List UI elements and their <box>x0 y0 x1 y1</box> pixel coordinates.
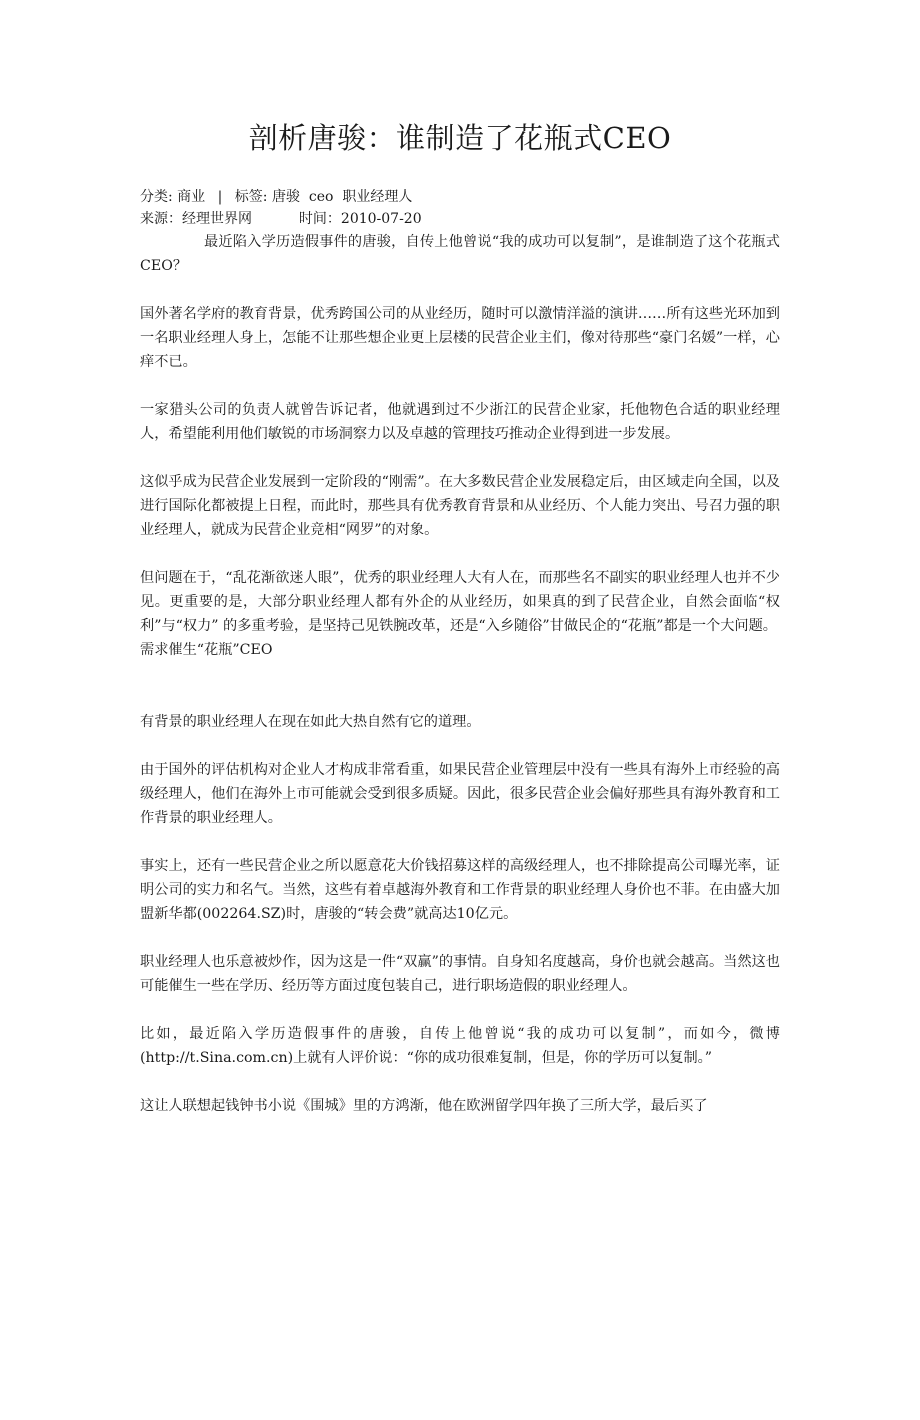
category-tags-line <box>140 186 780 208</box>
body-paragraph: 这似乎成为民营企业发展到一定阶段的“刚需”。在大多数民营企业发展稳定后，由区域走向全国，以及进行国际化都被提上日程，而此时，那些具有优秀教育背景和从业经历、个人能力突出、号召力强的职业经理人，就成为民营企业竞相“网罗”的对象。 <box>140 474 780 538</box>
time-value: 2010-07-20 <box>340 211 422 227</box>
tag: 职业经理人 <box>342 189 413 205</box>
meta-separator: | <box>217 189 223 205</box>
body-paragraph: 一家猎头公司的负责人就曾告诉记者，他就遇到过不少浙江的民营企业家，托他物色合适的职业经理人，希望能利用他们敏锐的市场洞察力以及卓越的管理技巧推动企业得到进一步发展。 <box>140 402 780 442</box>
source-value: 经理世界网 <box>182 211 252 227</box>
body-paragraph: 比如，最近陷入学历造假事件的唐骏，自传上他曾说“我的成功可以复制”，而如今，微博(http://t.Sina.com.cn)上就有人评价说：“你的成功很难复制，但是，你的学历可以复制。” <box>140 1026 780 1066</box>
tag: 唐骏 <box>271 189 300 205</box>
body-paragraph: 职业经理人也乐意被炒作，因为这是一件“双赢”的事情。自身知名度越高，身价也就会越高。当然这也可能催生一些在学历、经历等方面过度包装自己，进行职场造假的职业经理人。 <box>140 954 780 994</box>
category-label: 分类: <box>140 189 173 205</box>
document-page <box>0 118 920 1420</box>
body-paragraph: 有背景的职业经理人在现在如此大热自然有它的道理。 <box>140 714 481 730</box>
body-paragraph: 国外著名学府的教育背景，优秀跨国公司的从业经历，随时可以激情洋溢的演讲……所有这些光环加到一名职业经理人身上，怎能不让那些想企业更上层楼的民营企业主们，像对待那些“豪门名媛”一样，心痒不已。 <box>140 306 780 370</box>
article-title: 剖析唐骏：谁制造了花瓶式CEO <box>248 121 672 155</box>
source-time-line <box>140 208 780 230</box>
body-paragraph: 这让人联想起钱钟书小说《围城》里的方鸿渐，他在欧洲留学四年换了三所大学，最后买了 <box>140 1098 708 1114</box>
article-body <box>140 230 780 1118</box>
intro-paragraph: 最近陷入学历造假事件的唐骏，自传上他曾说“我的成功可以复制”，是谁制造了这个花瓶式CEO？ <box>140 234 780 274</box>
section-heading: 需求催生“花瓶”CEO <box>140 642 273 658</box>
tags-label: 标签: <box>234 189 268 205</box>
article-meta <box>140 186 780 230</box>
tag: ceo <box>308 189 334 205</box>
body-paragraph: 事实上，还有一些民营企业之所以愿意花大价钱招募这样的高级经理人，也不排除提高公司曝光率，证明公司的实力和名气。当然，这些有着卓越海外教育和工作背景的职业经理人身价也不菲。在由盛大加盟新华都(002264.SZ)时，唐骏的“转会费”就高达10亿元。 <box>140 858 780 922</box>
source-label: 来源： <box>140 211 182 227</box>
category-value: 商业 <box>177 189 206 205</box>
time-label: 时间： <box>298 211 341 227</box>
body-paragraph: 但问题在于，“乱花渐欲迷人眼”，优秀的职业经理人大有人在，而那些名不副实的职业经理人也并不少见。更重要的是，大部分职业经理人都有外企的从业经历，如果真的到了民营企业，自然会面临“权利”与“权力” 的多重考验，是坚持己见铁腕改革，还是“入乡随俗”甘做民企的“花瓶”都是一个大问题。 <box>140 570 780 634</box>
body-paragraph: 由于国外的评估机构对企业人才构成非常看重，如果民营企业管理层中没有一些具有海外上市经验的高级经理人，他们在海外上市可能就会受到很多质疑。因此，很多民营企业会偏好那些具有海外教育和工作背景的职业经理人。 <box>140 762 780 826</box>
